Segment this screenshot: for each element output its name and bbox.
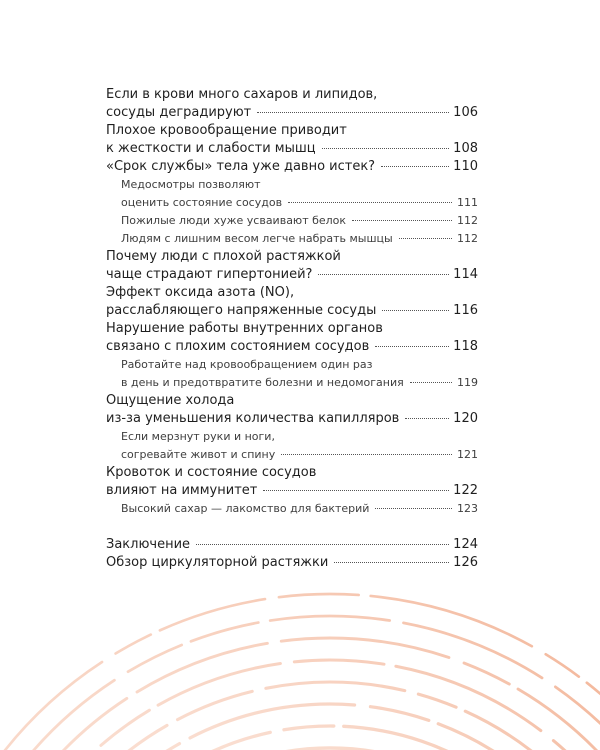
- page-number: 124: [453, 537, 478, 552]
- decorative-arc: [0, 594, 600, 750]
- toc-entry-line: [121, 212, 478, 230]
- toc-entry-line: [106, 104, 478, 122]
- toc-entry-title: оценить состояние сосудов: [121, 196, 283, 209]
- page-number: 110: [453, 159, 478, 174]
- toc-entry[interactable]: [106, 320, 478, 356]
- page-number: 118: [453, 339, 478, 354]
- page-number: 112: [457, 214, 478, 227]
- dot-leader: [263, 490, 449, 491]
- dot-leader: [405, 418, 449, 419]
- toc-entry-line: [106, 140, 478, 158]
- dot-leader: [352, 220, 452, 221]
- toc-entry-line: [106, 392, 478, 410]
- toc-entry[interactable]: [106, 284, 478, 320]
- toc-entry[interactable]: [106, 536, 478, 554]
- toc-entry-title: к жесткости и слабости мышц: [106, 141, 316, 156]
- toc-entry[interactable]: [106, 464, 478, 500]
- toc-entry-line: [106, 266, 478, 284]
- page-number: 123: [457, 502, 478, 515]
- toc-entry-line: [106, 86, 478, 104]
- dot-leader: [196, 544, 449, 545]
- dot-leader: [281, 454, 452, 455]
- dot-leader: [322, 148, 450, 149]
- toc-entry-title: Если в крови много сахаров и липидов,: [106, 87, 378, 102]
- toc-subentry[interactable]: [106, 230, 478, 248]
- decorative-arc: [0, 616, 600, 750]
- dot-leader: [375, 346, 449, 347]
- toc-entry-line: [121, 356, 478, 374]
- toc-entry-title: связано с плохим состоянием сосудов: [106, 339, 370, 354]
- toc-entry-line: [121, 374, 478, 392]
- toc-entry-title: согревайте живот и спину: [121, 448, 276, 461]
- dot-leader: [288, 202, 452, 203]
- decorative-arc: [47, 726, 600, 750]
- decorative-arc: [0, 660, 600, 750]
- toc-entry-line: [121, 500, 478, 518]
- toc-entry[interactable]: [106, 392, 478, 428]
- toc-entry-line: [121, 428, 478, 446]
- page-number: 112: [457, 232, 478, 245]
- toc-entry-line: [106, 536, 478, 554]
- toc-entry-title: расслабляющего напряженные сосуды: [106, 303, 377, 318]
- toc-entry-title: Нарушение работы внутренних органов: [106, 321, 383, 336]
- toc-entry-title: Заключение: [106, 537, 191, 552]
- page-number: 121: [457, 448, 478, 461]
- decorative-arc: [0, 638, 600, 750]
- toc-entry-line: [106, 284, 478, 302]
- toc-entry-title: Людям с лишним весом легче набрать мышцы: [121, 232, 393, 245]
- toc-entry-title: Ощущение холода: [106, 393, 235, 408]
- toc-entry-line: [106, 464, 478, 482]
- dot-leader: [334, 562, 449, 563]
- toc-entry[interactable]: [106, 158, 478, 176]
- toc-entry-title: Кровоток и состояние сосудов: [106, 465, 317, 480]
- toc-entry-title: влияют на иммунитет: [106, 483, 258, 498]
- toc-entry-title: Высокий сахар — лакомство для бактерий: [121, 502, 370, 515]
- toc-subentry[interactable]: [106, 428, 478, 464]
- toc-entry-line: [106, 482, 478, 500]
- toc-entry-title: в день и предотвратите болезни и недомогания: [121, 376, 404, 389]
- toc-entry-title: сосуды деградируют: [106, 105, 252, 120]
- toc-entry-title: Если мерзнут руки и ноги,: [121, 430, 275, 443]
- page-number: 122: [453, 483, 478, 498]
- page-number: 126: [453, 555, 478, 570]
- toc-entry-line: [106, 302, 478, 320]
- toc-entry[interactable]: [106, 248, 478, 284]
- dot-leader: [410, 382, 452, 383]
- page-number: 108: [453, 141, 478, 156]
- dot-leader: [375, 508, 452, 509]
- toc-entry-title: «Срок службы» тела уже давно истек?: [106, 159, 376, 174]
- toc-entry[interactable]: [106, 122, 478, 158]
- toc-entry-title: Пожилые люди хуже усваивают белок: [121, 214, 347, 227]
- dot-leader: [399, 238, 452, 239]
- toc-subentry[interactable]: [106, 176, 478, 212]
- toc-entry-title: Плохое кровообращение приводит: [106, 123, 347, 138]
- dot-leader: [318, 274, 449, 275]
- toc-entry[interactable]: [106, 86, 478, 122]
- toc-entry-title: Медосмотры позволяют: [121, 178, 261, 191]
- toc-entry[interactable]: [106, 554, 478, 572]
- toc-subentry[interactable]: [106, 500, 478, 518]
- page-number: 111: [457, 196, 478, 209]
- page-number: 106: [453, 105, 478, 120]
- decorative-arc: [3, 682, 600, 750]
- toc-entry-line: [106, 320, 478, 338]
- toc-entry-line: [121, 230, 478, 248]
- toc-entry-line: [121, 446, 478, 464]
- dot-leader: [257, 112, 449, 113]
- toc-entry-title: из-за уменьшения количества капилляров: [106, 411, 400, 426]
- table-of-contents: [106, 86, 478, 572]
- section-gap: [106, 518, 478, 536]
- toc-entry-title: Обзор циркуляторной растяжки: [106, 555, 329, 570]
- toc-entry-line: [121, 176, 478, 194]
- toc-entry-line: [106, 338, 478, 356]
- page-number: 116: [453, 303, 478, 318]
- dot-leader: [382, 310, 449, 311]
- toc-entry-line: [121, 194, 478, 212]
- toc-entry-line: [106, 122, 478, 140]
- toc-subentry[interactable]: [106, 356, 478, 392]
- toc-entry-line: [106, 248, 478, 266]
- page-number: 119: [457, 376, 478, 389]
- page-number: 120: [453, 411, 478, 426]
- decorative-arc: [25, 704, 600, 750]
- page-number: 114: [453, 267, 478, 282]
- toc-entry-line: [106, 158, 478, 176]
- toc-entry-title: Почему люди с плохой растяжкой: [106, 249, 341, 264]
- toc-entry-title: чаще страдают гипертонией?: [106, 267, 313, 282]
- toc-entry-title: Работайте над кровообращением один раз: [121, 358, 373, 371]
- toc-entry-title: Эффект оксида азота (NO),: [106, 285, 295, 300]
- toc-entry-line: [106, 554, 478, 572]
- toc-subentry[interactable]: [106, 212, 478, 230]
- dot-leader: [381, 166, 449, 167]
- toc-entry-line: [106, 410, 478, 428]
